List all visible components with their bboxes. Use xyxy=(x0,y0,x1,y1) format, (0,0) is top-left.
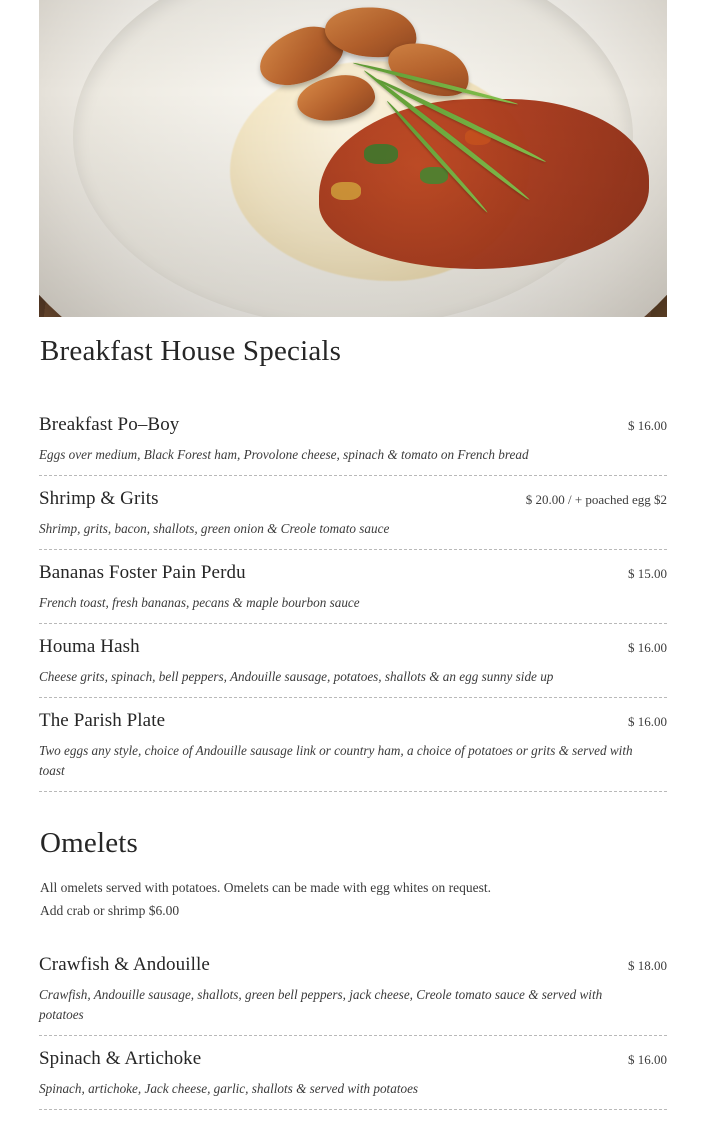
section-note-line: All omelets served with potatoes. Omelets can be made with egg whites on request. xyxy=(40,879,492,895)
menu-item-header xyxy=(39,634,667,660)
section-title-breakfast-house-specials: Breakfast House Specials xyxy=(40,335,342,367)
menu-item-header xyxy=(39,1046,667,1072)
menu-item-header xyxy=(39,560,667,586)
menu-item-name: Breakfast Po–Boy xyxy=(39,413,180,435)
menu-item-price: $ 15.00 xyxy=(628,565,667,581)
menu-item xyxy=(39,1046,667,1110)
bowl-inner-shape xyxy=(73,0,633,317)
menu-item-description: Cheese grits, spinach, bell peppers, Andouille sausage, potatoes, shallots & an egg sunny side up xyxy=(39,668,554,684)
menu-item xyxy=(39,560,667,624)
creole-sauce-shape xyxy=(319,99,649,269)
menu-item-description: French toast, fresh bananas, pecans & maple bourbon sauce xyxy=(39,594,360,610)
menu-item-header xyxy=(39,708,667,734)
menu-item xyxy=(39,412,667,476)
menu-item-price: $ 16.00 xyxy=(628,1051,667,1067)
hero-image-art xyxy=(39,0,667,317)
section-note-line: Add crab or shrimp $6.00 xyxy=(40,902,180,918)
menu-content xyxy=(39,336,667,1120)
menu-item-price: $ 16.00 xyxy=(628,713,667,729)
menu-item-header xyxy=(39,952,667,978)
menu-item-header xyxy=(39,412,667,438)
menu-item-description: Shrimp, grits, bacon, shallots, green onion & Creole tomato sauce xyxy=(39,520,390,536)
hero-image xyxy=(39,0,667,317)
menu-item-price: $ 20.00 / + poached egg $2 xyxy=(525,491,667,507)
menu-item-price: $ 18.00 xyxy=(628,957,667,973)
menu-item-name: Bananas Foster Pain Perdu xyxy=(39,561,246,583)
menu-item-name: Shrimp & Grits xyxy=(39,487,159,509)
section-note-omelets xyxy=(40,876,667,922)
vegetable-shape xyxy=(364,144,398,164)
bowl-shape xyxy=(39,0,667,317)
menu-item xyxy=(39,486,667,550)
menu-item-price: $ 16.00 xyxy=(628,639,667,655)
menu-item-description: Crawfish, Andouille sausage, shallots, green bell peppers, jack cheese, Creole tomato sauce & served with potatoes xyxy=(39,986,603,1022)
menu-item xyxy=(39,952,667,1036)
menu-item-description: Eggs over medium, Black Forest ham, Provolone cheese, spinach & tomato on French bread xyxy=(39,446,529,462)
section-title-omelets: Omelets xyxy=(40,826,139,859)
vegetable-shape xyxy=(420,167,448,184)
menu-item-name: Crawfish & Andouille xyxy=(39,953,210,975)
menu-item-price: $ 16.00 xyxy=(628,417,667,433)
menu-item-name: The Parish Plate xyxy=(39,709,166,731)
menu-item-description: Spinach, artichoke, Jack cheese, garlic, shallots & served with potatoes xyxy=(39,1080,419,1096)
menu-item-name: Houma Hash xyxy=(39,635,140,657)
menu-item xyxy=(39,634,667,698)
menu-item-name: Spinach & Artichoke xyxy=(39,1047,202,1069)
menu-item-header xyxy=(39,486,667,512)
menu-item xyxy=(39,708,667,792)
menu-item-description: Two eggs any style, choice of Andouille sausage link or country ham, a choice of potatoes or grits & served with toast xyxy=(39,742,633,778)
vegetable-shape xyxy=(331,182,361,200)
